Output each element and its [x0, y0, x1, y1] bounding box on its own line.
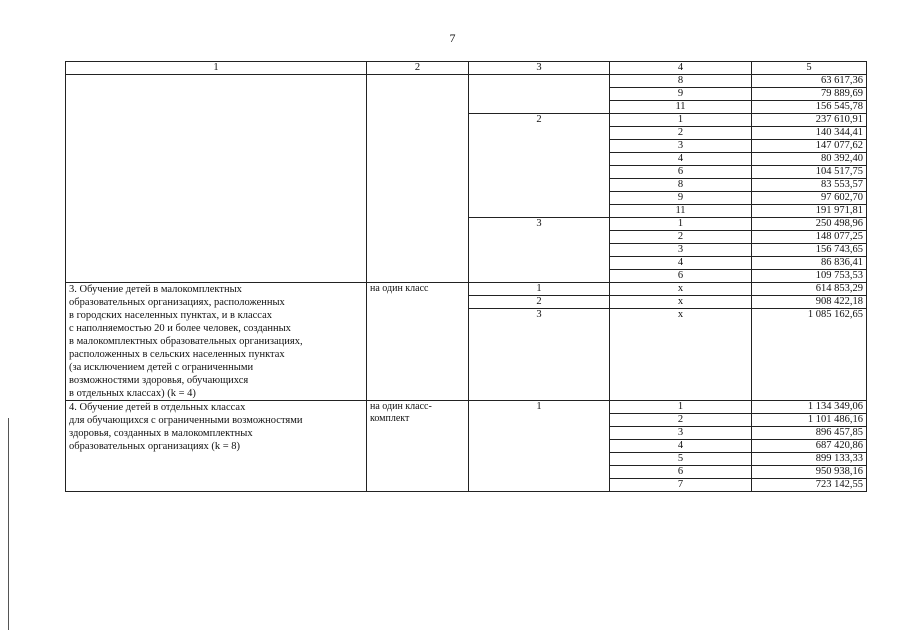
block3-description: 3. Обучение детей в малокомплектных образовательных организациях, расположенных в городских населенных пунктах, и в классах с наполняемостью 20 и более человек, созданных в малокомплектных образовательных организациях, расположенных в сельских населенных пунктах (за исключением детей с ограниченными возможностями здоровья, обучающихся в отдельных классах) (k = 4) [66, 283, 367, 401]
amount: 156 545,78 [752, 101, 867, 114]
header-cell-3: 3 [469, 62, 610, 75]
block3-unit: на один класс [367, 283, 469, 401]
amount: 1 101 486,16 [752, 414, 867, 427]
page-number: 7 [449, 31, 456, 45]
sub-key: 2 [610, 231, 752, 244]
amount: 896 457,85 [752, 427, 867, 440]
sub-key: 5 [610, 453, 752, 466]
amount: 63 617,36 [752, 75, 867, 88]
amount: 80 392,40 [752, 153, 867, 166]
sub-key: x [610, 309, 752, 401]
header-row [66, 62, 867, 75]
amount: 140 344,41 [752, 127, 867, 140]
amount: 687 420,86 [752, 440, 867, 453]
block4-unit: на один класс- комплект [367, 401, 469, 492]
header-cell-1: 1 [66, 62, 367, 75]
amount: 723 142,55 [752, 479, 867, 492]
sub-key: 6 [610, 166, 752, 179]
header-cell-4: 4 [610, 62, 752, 75]
sub-key: 8 [610, 179, 752, 192]
group-cell: 3 [469, 218, 610, 283]
sub-key: 8 [610, 75, 752, 88]
amount: 250 498,96 [752, 218, 867, 231]
amount: 191 971,81 [752, 205, 867, 218]
amount: 109 753,53 [752, 270, 867, 283]
sub-key: 3 [610, 244, 752, 257]
amount: 899 133,33 [752, 453, 867, 466]
amount: 97 602,70 [752, 192, 867, 205]
amount: 1 085 162,65 [752, 309, 867, 401]
sub-key: 3 [610, 427, 752, 440]
sub-key: 1 [610, 114, 752, 127]
sub-key: 11 [610, 205, 752, 218]
table-row [66, 283, 867, 296]
table-row [66, 401, 867, 414]
amount: 614 853,29 [752, 283, 867, 296]
amount: 83 553,57 [752, 179, 867, 192]
amount: 950 938,16 [752, 466, 867, 479]
sub-key: 6 [610, 466, 752, 479]
amount: 156 743,65 [752, 244, 867, 257]
sub-key: 4 [610, 440, 752, 453]
sub-key: 11 [610, 101, 752, 114]
sub-key: 1 [610, 401, 752, 414]
margin-line [8, 418, 9, 630]
sub-key: 4 [610, 257, 752, 270]
sub-key: 1 [610, 218, 752, 231]
tariff-table [65, 61, 867, 492]
group-cell: 3 [469, 309, 610, 401]
sub-key: 9 [610, 88, 752, 101]
header-cell-2: 2 [367, 62, 469, 75]
amount: 104 517,75 [752, 166, 867, 179]
group-cell: 2 [469, 114, 610, 218]
sub-key: 2 [610, 127, 752, 140]
group-cell: 1 [469, 283, 610, 296]
amount: 79 889,69 [752, 88, 867, 101]
sub-key: 3 [610, 140, 752, 153]
amount: 147 077,62 [752, 140, 867, 153]
sub-key: 2 [610, 414, 752, 427]
group-cell: 1 [469, 401, 610, 492]
sub-key: x [610, 283, 752, 296]
amount: 237 610,91 [752, 114, 867, 127]
amount: 1 134 349,06 [752, 401, 867, 414]
continued-unit-cell [367, 75, 469, 283]
table-row [66, 75, 867, 88]
amount: 86 836,41 [752, 257, 867, 270]
header-cell-5: 5 [752, 62, 867, 75]
group-cell: 2 [469, 296, 610, 309]
sub-key: x [610, 296, 752, 309]
amount: 908 422,18 [752, 296, 867, 309]
sub-key: 4 [610, 153, 752, 166]
amount: 148 077,25 [752, 231, 867, 244]
group-cell [469, 75, 610, 114]
continued-desc-cell [66, 75, 367, 283]
sub-key: 6 [610, 270, 752, 283]
block4-description: 4. Обучение детей в отдельных классах для обучающихся с ограниченными возможностями здоровья, созданных в малокомплектных образовательных организациях (k = 8) [66, 401, 367, 492]
sub-key: 9 [610, 192, 752, 205]
sub-key: 7 [610, 479, 752, 492]
